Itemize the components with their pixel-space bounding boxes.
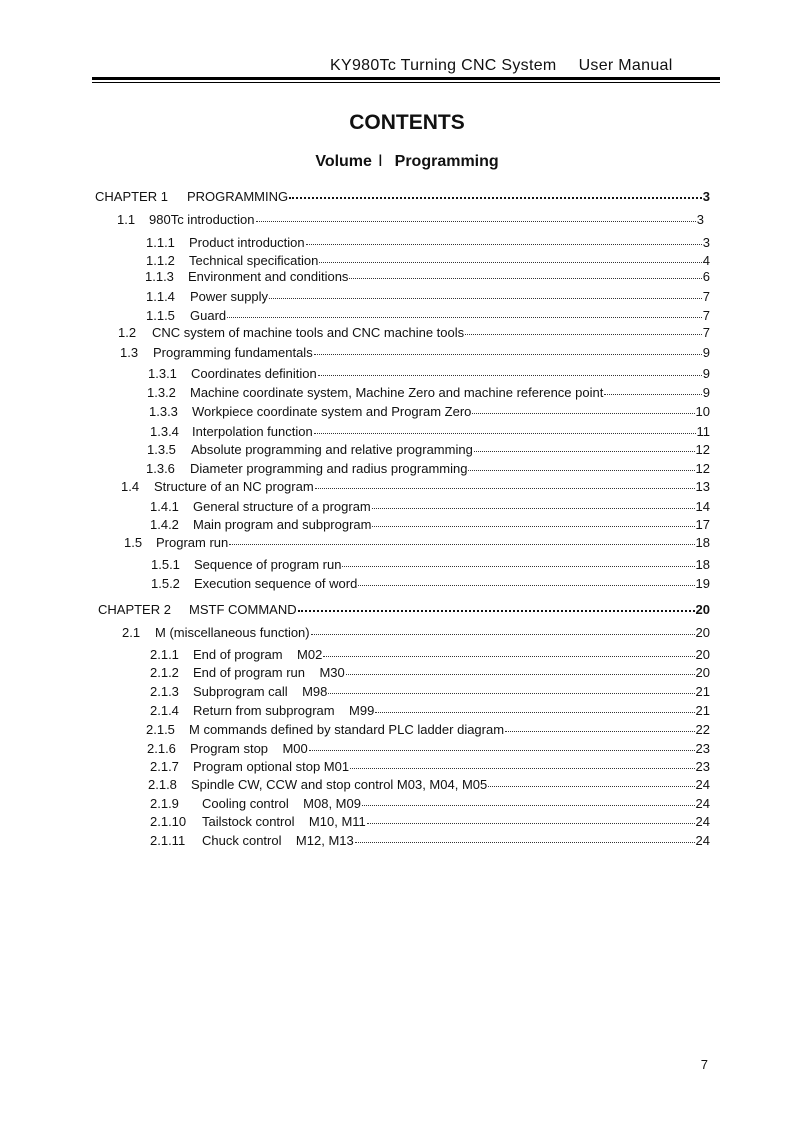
toc-number: 1.5 xyxy=(124,535,143,550)
toc-page: 21 xyxy=(695,703,710,718)
toc-leader xyxy=(604,381,701,395)
toc-number: 2.1.10 xyxy=(150,814,187,829)
toc-leader xyxy=(318,362,702,376)
toc-page: 20 xyxy=(695,665,710,680)
contents-title: CONTENTS xyxy=(349,111,465,134)
toc-leader xyxy=(367,810,695,824)
toc-text: Sequence of program run xyxy=(194,557,342,572)
toc-page: 24 xyxy=(695,833,710,848)
toc-text: End of program run M30 xyxy=(193,665,345,680)
toc-number: 1.5.1 xyxy=(151,557,180,572)
toc-entry[interactable] xyxy=(121,477,710,495)
toc-entry[interactable] xyxy=(150,831,710,849)
toc-leader xyxy=(328,680,694,694)
toc-text: M commands defined by standard PLC ladder diagram xyxy=(189,722,505,737)
toc-text: CNC system of machine tools and CNC machine tools xyxy=(152,325,465,340)
toc-leader xyxy=(342,553,694,567)
volume-roman: Ⅰ xyxy=(377,153,383,170)
header-title: KY980Tc Turning CNC System xyxy=(330,57,557,74)
toc-leader xyxy=(298,597,695,612)
toc-number: 1.1.1 xyxy=(146,235,175,250)
toc-page: 9 xyxy=(702,366,710,381)
toc-page: 13 xyxy=(695,479,710,494)
toc-number: CHAPTER 1 xyxy=(95,189,168,204)
toc-entry[interactable] xyxy=(95,186,710,205)
toc-entry[interactable] xyxy=(150,663,710,681)
toc-entry[interactable] xyxy=(98,599,710,618)
toc-number: CHAPTER 2 xyxy=(98,602,171,617)
toc-page: 18 xyxy=(695,557,710,572)
toc-number: 2.1.3 xyxy=(150,684,179,699)
toc-text: Return from subprogram M99 xyxy=(193,703,375,718)
toc-page: 11 xyxy=(696,424,710,439)
toc-number: 2.1.11 xyxy=(150,833,186,848)
toc-leader xyxy=(372,513,694,527)
toc-number: 1.1.4 xyxy=(146,289,175,304)
toc-text: M (miscellaneous function) xyxy=(155,625,310,640)
toc-text: End of program M02 xyxy=(193,647,323,662)
toc-number: 2.1.2 xyxy=(150,665,179,680)
toc-number: 1.1.3 xyxy=(145,269,174,284)
toc-leader xyxy=(465,321,702,335)
toc-text: Interpolation function xyxy=(192,424,313,439)
header-rule-thin xyxy=(92,82,720,83)
toc-entry[interactable] xyxy=(147,383,710,401)
page-number: 7 xyxy=(700,1057,708,1072)
toc-text: Main program and subprogram xyxy=(193,517,372,532)
toc-page: 7 xyxy=(702,308,710,323)
toc-leader xyxy=(346,661,695,675)
toc-page: 3 xyxy=(696,212,704,227)
toc-entry[interactable] xyxy=(147,440,710,458)
toc-number: 1.2 xyxy=(118,325,137,340)
toc-page: 3 xyxy=(702,189,710,204)
toc-text: Programming fundamentals xyxy=(153,345,313,360)
toc-number: 1.4 xyxy=(121,479,140,494)
toc-text: Spindle CW, CCW and stop control M03, M04, M05 xyxy=(191,777,488,792)
toc-number: 1.5.2 xyxy=(151,576,180,591)
volume-label: Volume xyxy=(315,153,372,170)
toc-leader xyxy=(472,400,694,414)
toc-number: 2.1.7 xyxy=(150,759,179,774)
toc-leader xyxy=(362,792,695,806)
toc-page: 18 xyxy=(695,535,710,550)
toc-entry[interactable] xyxy=(146,287,710,305)
toc-text: Absolute programming and relative programming xyxy=(191,442,473,457)
volume-heading xyxy=(0,151,794,171)
toc-leader xyxy=(289,184,702,199)
toc-entry[interactable] xyxy=(150,682,710,700)
toc-leader xyxy=(350,755,694,769)
toc-leader xyxy=(314,420,696,434)
toc-page: 3 xyxy=(702,235,710,250)
toc-page: 12 xyxy=(695,461,710,476)
toc-text: Technical specification xyxy=(189,253,319,268)
toc-page: 24 xyxy=(695,814,710,829)
toc-entry[interactable] xyxy=(150,701,710,719)
volume-name: Programming xyxy=(394,153,499,170)
toc-page: 23 xyxy=(695,741,710,756)
toc-text: Program optional stop M01 xyxy=(193,759,350,774)
header-rule-thick xyxy=(92,77,720,80)
toc-leader xyxy=(311,621,695,635)
toc-entry[interactable] xyxy=(150,812,710,830)
toc-leader xyxy=(314,341,702,355)
toc-text: 980Tc introduction xyxy=(149,212,255,227)
toc-leader xyxy=(468,457,694,471)
toc-number: 1.3.2 xyxy=(147,385,176,400)
toc-number: 1.3.3 xyxy=(149,404,178,419)
toc-text: Guard xyxy=(190,308,227,323)
toc-entry[interactable] xyxy=(124,533,710,551)
toc-page: 4 xyxy=(702,253,710,268)
toc-number: 1.1.2 xyxy=(146,253,175,268)
toc-page: 24 xyxy=(695,796,710,811)
toc-number: 1.3.5 xyxy=(147,442,176,457)
toc-leader xyxy=(227,304,702,318)
toc-page: 19 xyxy=(695,576,710,591)
toc-text: Product introduction xyxy=(189,235,305,250)
toc-text: Coordinates definition xyxy=(191,366,317,381)
toc-entry[interactable] xyxy=(117,210,704,228)
toc-number: 1.3.6 xyxy=(146,461,175,476)
toc-text: Subprogram call M98 xyxy=(193,684,328,699)
toc-text: Power supply xyxy=(190,289,269,304)
toc-page: 10 xyxy=(695,404,710,419)
toc-leader xyxy=(358,572,694,586)
toc-page: 22 xyxy=(695,722,710,737)
toc-leader xyxy=(319,249,701,263)
toc-page: 20 xyxy=(695,602,710,617)
toc-leader xyxy=(309,737,695,751)
toc-number: 1.1 xyxy=(117,212,136,227)
toc-text: PROGRAMMING xyxy=(187,189,289,204)
toc-page: 24 xyxy=(695,777,710,792)
toc-page: 9 xyxy=(702,345,710,360)
toc-leader xyxy=(349,265,701,279)
toc-entry[interactable] xyxy=(118,323,710,341)
toc-number: 1.4.1 xyxy=(150,499,179,514)
toc-number: 2.1.1 xyxy=(150,647,179,662)
toc-text: Machine coordinate system, Machine Zero and machine reference point xyxy=(190,385,604,400)
toc-leader xyxy=(375,699,694,713)
toc-number: 2.1.6 xyxy=(147,741,176,756)
toc-text: Execution sequence of word xyxy=(194,576,358,591)
toc-leader xyxy=(488,773,694,787)
toc-leader xyxy=(306,231,702,245)
toc-leader xyxy=(256,208,696,222)
toc-page: 7 xyxy=(702,325,710,340)
toc-entry[interactable] xyxy=(151,574,710,592)
toc-leader xyxy=(229,531,694,545)
toc-leader xyxy=(372,495,695,509)
toc-text: Workpiece coordinate system and Program Zero xyxy=(192,404,472,419)
toc-leader xyxy=(505,718,694,732)
toc-entry[interactable] xyxy=(148,775,710,793)
toc-page: 9 xyxy=(702,385,710,400)
toc-leader xyxy=(474,438,695,452)
toc-text: Tailstock control M10, M11 xyxy=(202,814,366,829)
toc-text: Diameter programming and radius programming xyxy=(190,461,468,476)
running-header xyxy=(330,57,673,75)
toc-text: Structure of an NC program xyxy=(154,479,314,494)
toc-page: 6 xyxy=(702,269,710,284)
toc-page: 20 xyxy=(695,625,710,640)
toc-number: 2.1 xyxy=(122,625,141,640)
toc-number: 1.1.5 xyxy=(146,308,175,323)
toc-entry[interactable] xyxy=(120,343,710,361)
toc-entry[interactable] xyxy=(145,267,710,285)
toc-leader xyxy=(269,285,702,299)
toc-page: 21 xyxy=(695,684,710,699)
toc-page: 7 xyxy=(702,289,710,304)
toc-text: Chuck control M12, M13 xyxy=(202,833,354,848)
toc-number: 2.1.8 xyxy=(148,777,177,792)
toc-text: General structure of a program xyxy=(193,499,371,514)
toc-entry[interactable] xyxy=(146,720,710,738)
toc-page: 14 xyxy=(695,499,710,514)
toc-number: 1.3 xyxy=(120,345,139,360)
toc-leader xyxy=(355,829,695,843)
toc-page: 20 xyxy=(695,647,710,662)
toc-entry[interactable] xyxy=(151,555,710,573)
toc-number: 1.3.4 xyxy=(150,424,179,439)
toc-page: 17 xyxy=(695,517,710,532)
toc-leader xyxy=(323,643,694,657)
toc-page: 23 xyxy=(695,759,710,774)
toc-number: 2.1.5 xyxy=(146,722,175,737)
toc-number: 1.3.1 xyxy=(148,366,177,381)
toc-number: 1.4.2 xyxy=(150,517,179,532)
toc-number: 2.1.4 xyxy=(150,703,179,718)
toc-text: Cooling control M08, M09 xyxy=(202,796,361,811)
toc-number: 2.1.9 xyxy=(150,796,179,811)
toc-entry[interactable] xyxy=(122,623,710,641)
toc-leader xyxy=(315,475,695,489)
toc-page: 12 xyxy=(695,442,710,457)
header-doc-type: User Manual xyxy=(578,57,673,74)
toc-text: Program run xyxy=(156,535,229,550)
toc-text: Environment and conditions xyxy=(188,269,349,284)
toc-text: MSTF COMMAND xyxy=(189,602,297,617)
toc-entry[interactable] xyxy=(149,402,710,420)
toc-entry[interactable] xyxy=(148,364,710,382)
toc-text: Program stop M00 xyxy=(190,741,308,756)
